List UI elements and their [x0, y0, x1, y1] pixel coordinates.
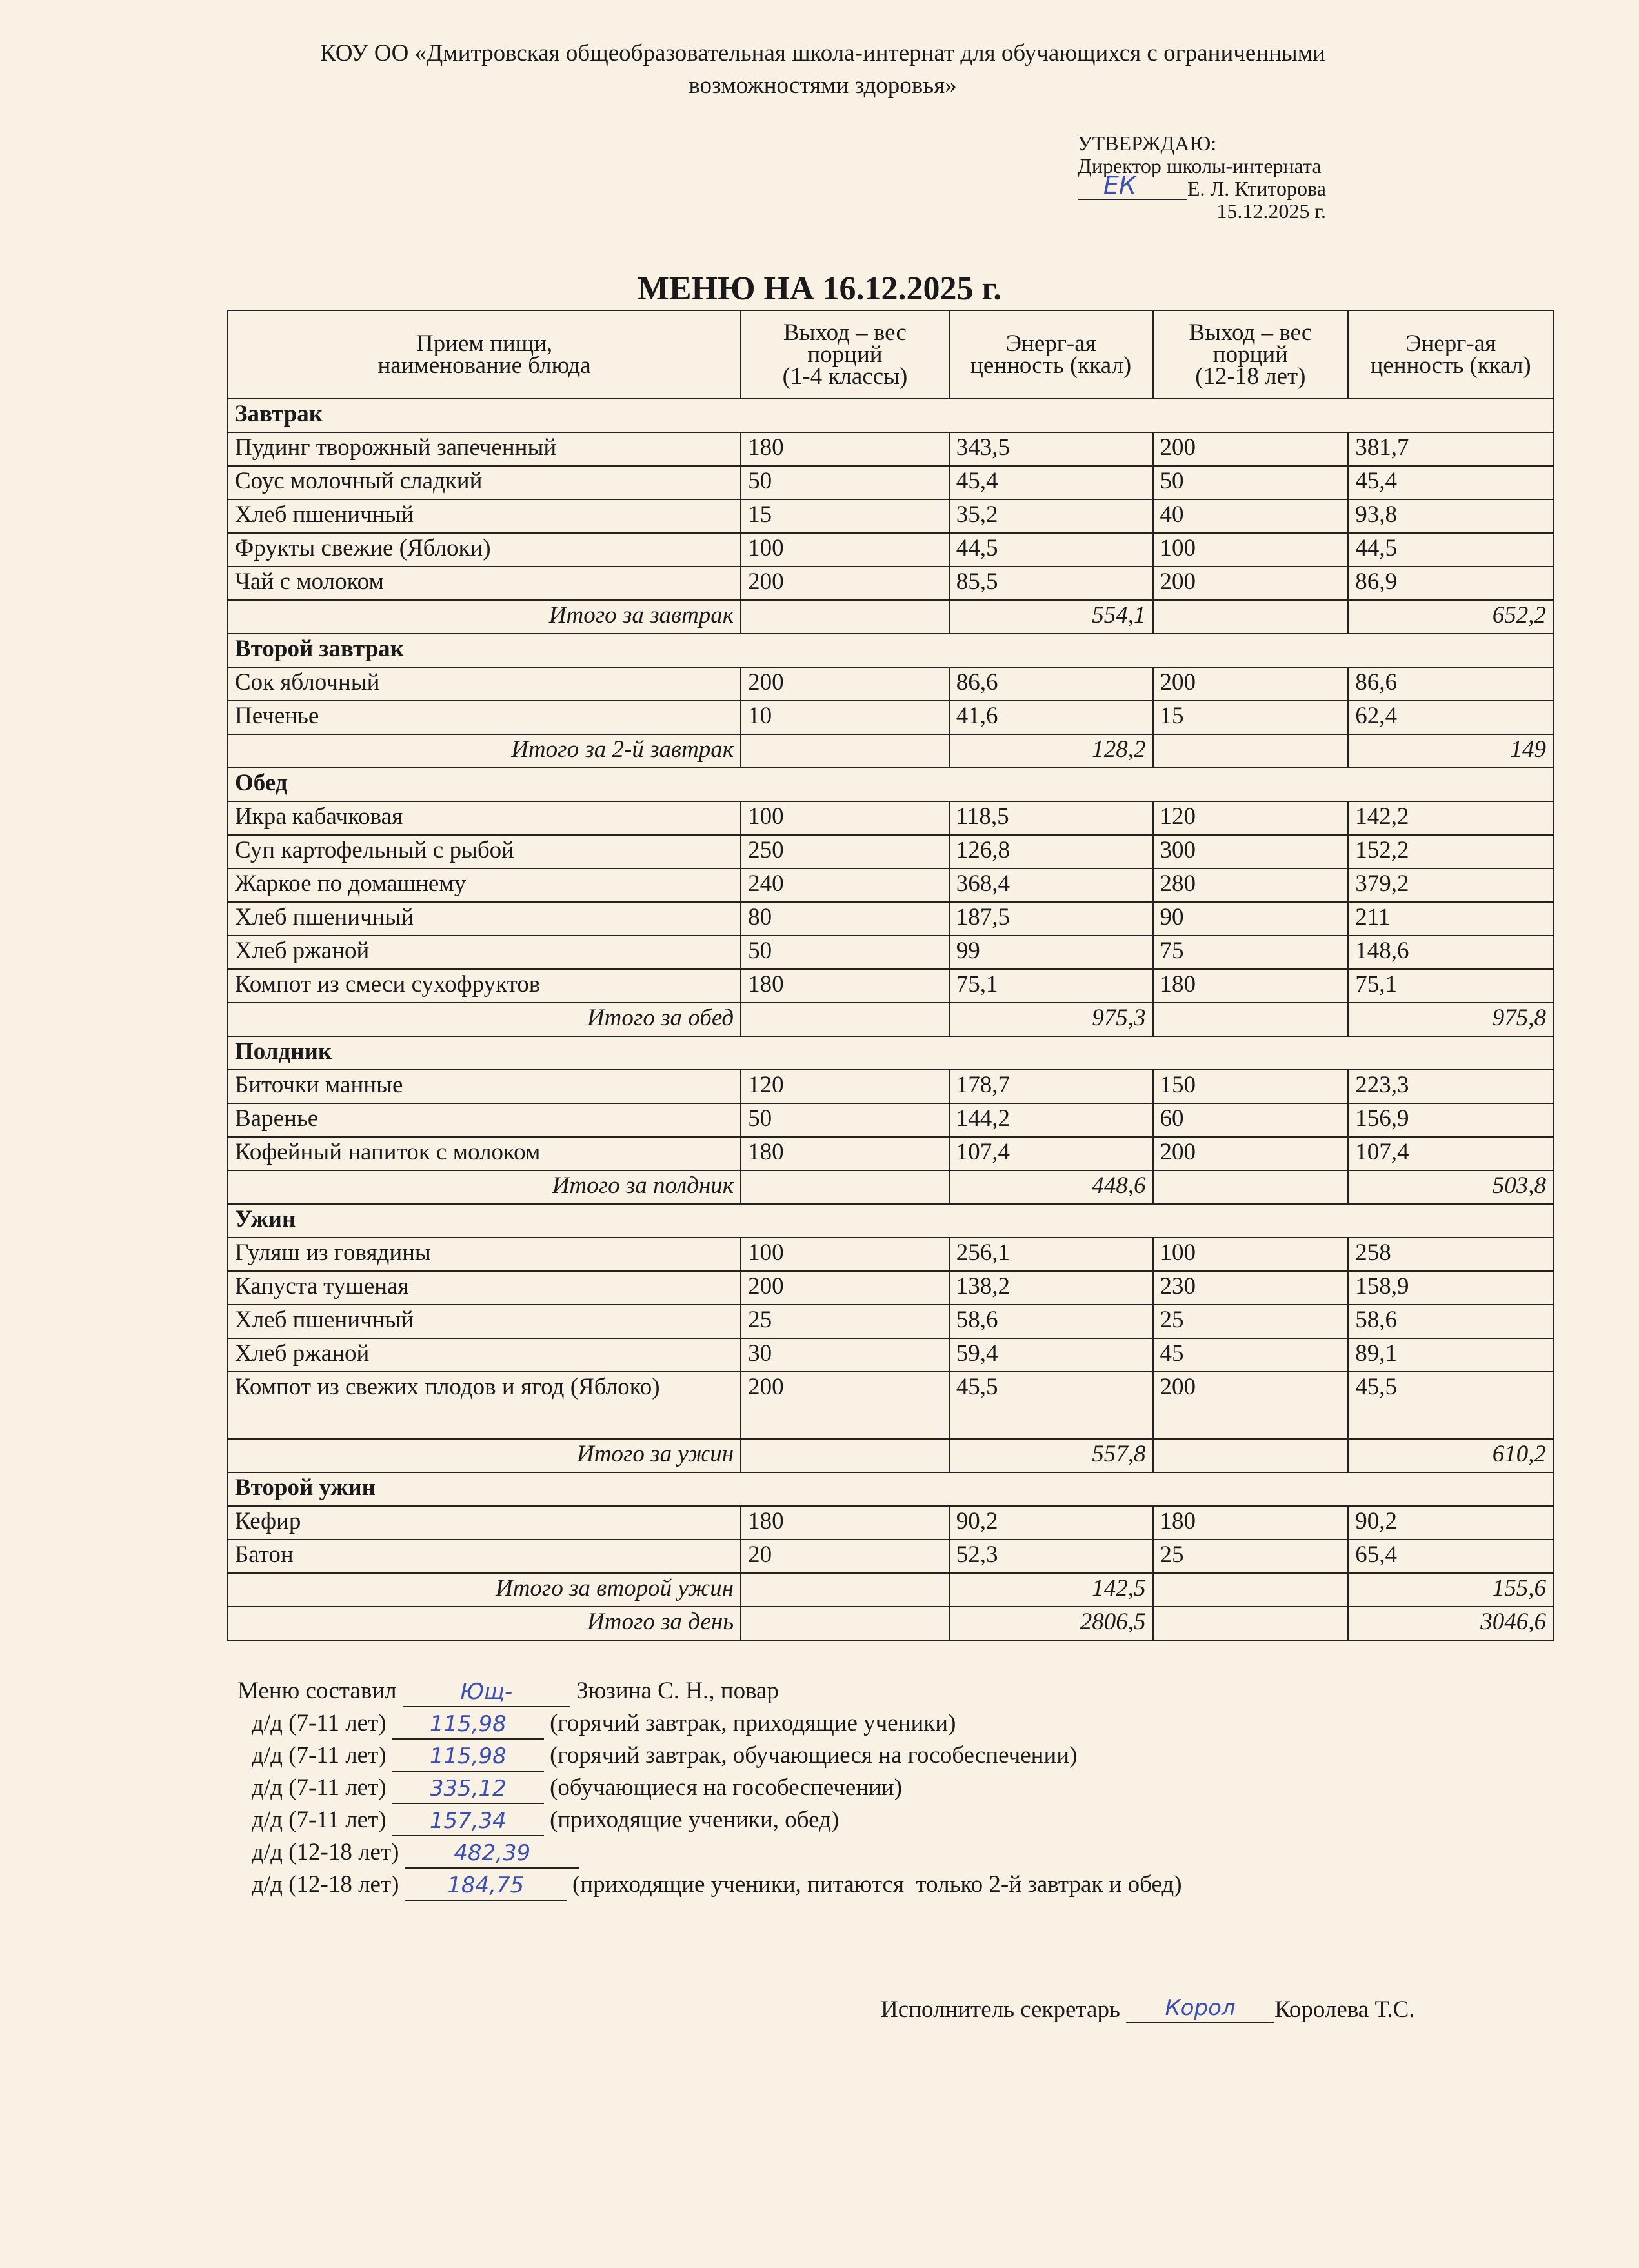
table-row — [228, 667, 1553, 701]
value-cell: 86,9 — [1348, 567, 1553, 600]
dish-name: Чай с молоком — [228, 567, 741, 600]
value-cell: 45,4 — [1348, 466, 1553, 499]
age-label: д/д (7-11 лет) — [252, 1807, 387, 1833]
value-cell: 90,2 — [949, 1506, 1153, 1540]
cost-note: (приходящие ученики, питаются только 2-й завтрак и обед) — [572, 1871, 1182, 1898]
table-row — [228, 1305, 1553, 1338]
organization-header — [194, 37, 1452, 102]
value-cell: 120 — [1153, 801, 1349, 835]
daily-cost-line — [237, 1772, 1182, 1804]
value-cell: 180 — [741, 1506, 949, 1540]
value-cell: 45,5 — [1348, 1372, 1553, 1439]
value-cell: 200 — [1153, 567, 1349, 600]
value-cell: 60 — [1153, 1103, 1349, 1137]
total-label: Итого за 2-й завтрак — [228, 734, 741, 768]
cost-value: 157,34 — [392, 1807, 544, 1836]
value-cell: 99 — [949, 936, 1153, 969]
cost-note: (горячий завтрак, приходящие ученики) — [550, 1710, 956, 1736]
menu-table — [227, 310, 1554, 1641]
dish-name: Гуляш из говядины — [228, 1238, 741, 1271]
director-signature-line — [1078, 171, 1187, 200]
value-cell: 152,2 — [1348, 835, 1553, 868]
empty-cell — [1153, 1003, 1349, 1036]
value-cell: 343,5 — [949, 432, 1153, 466]
table-row — [228, 1070, 1553, 1103]
value-cell: 44,5 — [949, 533, 1153, 567]
table-row — [228, 835, 1553, 868]
cost-value: 115,98 — [392, 1742, 544, 1772]
table-row — [228, 801, 1553, 835]
cost-note: (горячий завтрак, обучающиеся на гособеспечении) — [550, 1742, 1078, 1769]
dish-name: Компот из свежих плодов и ягод (Яблоко) — [228, 1372, 741, 1439]
value-cell: 59,4 — [949, 1338, 1153, 1372]
total-row — [228, 600, 1553, 634]
column-header: Выход – вес порций (1-4 классы) — [741, 310, 949, 399]
value-cell: 180 — [741, 1137, 949, 1170]
section-row — [228, 1472, 1553, 1506]
executor-line — [881, 1994, 1415, 2023]
value-cell: 75,1 — [949, 969, 1153, 1003]
total-value-1-4: 975,3 — [949, 1003, 1153, 1036]
org-line-2: возможностями здоровья» — [689, 72, 957, 99]
day-total-label: Итого за день — [228, 1607, 741, 1640]
value-cell: 250 — [741, 835, 949, 868]
section-row — [228, 399, 1553, 432]
dish-name: Икра кабачковая — [228, 801, 741, 835]
composed-name: Зюзина С. Н., повар — [576, 1678, 779, 1704]
column-header: Энерг-ая ценность (ккал) — [1348, 310, 1553, 399]
total-label: Итого за второй ужин — [228, 1573, 741, 1607]
value-cell: 65,4 — [1348, 1540, 1553, 1573]
total-row — [228, 1003, 1553, 1036]
composed-line — [237, 1675, 1182, 1707]
value-cell: 50 — [741, 1103, 949, 1137]
total-row — [228, 734, 1553, 768]
value-cell: 200 — [741, 1372, 949, 1439]
value-cell: 100 — [1153, 1238, 1349, 1271]
value-cell: 256,1 — [949, 1238, 1153, 1271]
empty-cell — [1153, 1170, 1349, 1204]
cost-note: (приходящие ученики, обед) — [550, 1807, 840, 1833]
total-row — [228, 1439, 1553, 1472]
value-cell: 148,6 — [1348, 936, 1553, 969]
value-cell: 223,3 — [1348, 1070, 1553, 1103]
empty-cell — [1153, 600, 1349, 634]
value-cell: 300 — [1153, 835, 1349, 868]
total-value-1-4: 554,1 — [949, 600, 1153, 634]
age-label: д/д (12-18 лет) — [252, 1871, 399, 1898]
value-cell: 75,1 — [1348, 969, 1553, 1003]
empty-cell — [1153, 1607, 1349, 1640]
value-cell: 156,9 — [1348, 1103, 1553, 1137]
approve-date: 15.12.2025 г. — [1216, 199, 1326, 223]
approve-label: УТВЕРЖДАЮ: — [1078, 132, 1217, 155]
value-cell: 107,4 — [1348, 1137, 1553, 1170]
value-cell: 62,4 — [1348, 701, 1553, 734]
value-cell: 25 — [1153, 1305, 1349, 1338]
cost-value: 335,12 — [392, 1774, 544, 1804]
empty-cell — [741, 1607, 949, 1640]
value-cell: 50 — [741, 466, 949, 499]
dish-name: Кефир — [228, 1506, 741, 1540]
value-cell: 90,2 — [1348, 1506, 1553, 1540]
value-cell: 58,6 — [1348, 1305, 1553, 1338]
table-row — [228, 533, 1553, 567]
total-label: Итого за ужин — [228, 1439, 741, 1472]
day-total-12-18: 3046,6 — [1348, 1607, 1553, 1640]
empty-cell — [741, 1439, 949, 1472]
value-cell: 80 — [741, 902, 949, 936]
cost-value: 482,39 — [405, 1839, 579, 1869]
section-row — [228, 634, 1553, 667]
value-cell: 180 — [741, 969, 949, 1003]
value-cell: 138,2 — [949, 1271, 1153, 1305]
value-cell: 45,5 — [949, 1372, 1153, 1439]
value-cell: 200 — [741, 667, 949, 701]
value-cell: 20 — [741, 1540, 949, 1573]
table-row — [228, 1506, 1553, 1540]
empty-cell — [1153, 1439, 1349, 1472]
total-value-12-18: 155,6 — [1348, 1573, 1553, 1607]
table-row — [228, 1372, 1553, 1439]
column-header: Прием пищи, наименование блюда — [228, 310, 741, 399]
value-cell: 200 — [1153, 1137, 1349, 1170]
section-name: Второй ужин — [228, 1472, 1553, 1506]
section-row — [228, 768, 1553, 801]
table-row — [228, 969, 1553, 1003]
value-cell: 200 — [741, 1271, 949, 1305]
dish-name: Кофейный напиток с молоком — [228, 1137, 741, 1170]
value-cell: 100 — [741, 1238, 949, 1271]
value-cell: 142,2 — [1348, 801, 1553, 835]
director-title: Директор школы-интерната — [1078, 154, 1322, 177]
composed-signature: Ющ- — [403, 1678, 570, 1707]
cost-value: 184,75 — [405, 1871, 567, 1901]
dish-name: Батон — [228, 1540, 741, 1573]
daily-cost-line — [237, 1836, 1182, 1869]
cost-value: 115,98 — [392, 1710, 544, 1740]
empty-cell — [741, 1573, 949, 1607]
table-row — [228, 701, 1553, 734]
value-cell: 180 — [741, 432, 949, 466]
value-cell: 52,3 — [949, 1540, 1153, 1573]
age-label: д/д (7-11 лет) — [252, 1742, 387, 1769]
dish-name: Пудинг творожный запеченный — [228, 432, 741, 466]
value-cell: 35,2 — [949, 499, 1153, 533]
value-cell: 258 — [1348, 1238, 1553, 1271]
total-value-1-4: 557,8 — [949, 1439, 1153, 1472]
section-name: Полдник — [228, 1036, 1553, 1070]
age-label: д/д (12-18 лет) — [252, 1839, 399, 1865]
total-row — [228, 1170, 1553, 1204]
executor-name: Королева Т.С. — [1274, 1996, 1415, 2023]
dish-name: Компот из смеси сухофруктов — [228, 969, 741, 1003]
director-signature: ЕК — [1103, 171, 1136, 199]
value-cell: 280 — [1153, 868, 1349, 902]
executor-signature: Корол — [1126, 1994, 1274, 2023]
value-cell: 180 — [1153, 969, 1349, 1003]
approval-block — [1078, 132, 1326, 223]
value-cell: 25 — [1153, 1540, 1349, 1573]
daily-cost-line — [237, 1804, 1182, 1836]
value-cell: 144,2 — [949, 1103, 1153, 1137]
value-cell: 50 — [741, 936, 949, 969]
value-cell: 381,7 — [1348, 432, 1553, 466]
value-cell: 86,6 — [1348, 667, 1553, 701]
executor-label: Исполнитель секретарь — [881, 1996, 1120, 2023]
total-row — [228, 1573, 1553, 1607]
empty-cell — [741, 600, 949, 634]
value-cell: 368,4 — [949, 868, 1153, 902]
value-cell: 200 — [1153, 432, 1349, 466]
empty-cell — [1153, 1573, 1349, 1607]
value-cell: 240 — [741, 868, 949, 902]
value-cell: 86,6 — [949, 667, 1153, 701]
dish-name: Хлеб пшеничный — [228, 499, 741, 533]
value-cell: 120 — [741, 1070, 949, 1103]
table-row — [228, 1271, 1553, 1305]
dish-name: Жаркое по домашнему — [228, 868, 741, 902]
daily-cost-line — [237, 1707, 1182, 1740]
value-cell: 50 — [1153, 466, 1349, 499]
section-name: Обед — [228, 768, 1553, 801]
section-name: Ужин — [228, 1204, 1553, 1238]
value-cell: 211 — [1348, 902, 1553, 936]
total-value-12-18: 975,8 — [1348, 1003, 1553, 1036]
table-row — [228, 1103, 1553, 1137]
table-row — [228, 868, 1553, 902]
daily-cost-line — [237, 1869, 1182, 1901]
dish-name: Хлеб пшеничный — [228, 902, 741, 936]
table-row — [228, 1338, 1553, 1372]
table-row — [228, 432, 1553, 466]
total-value-12-18: 652,2 — [1348, 600, 1553, 634]
section-name: Завтрак — [228, 399, 1553, 432]
dish-name: Печенье — [228, 701, 741, 734]
age-label: д/д (7-11 лет) — [252, 1774, 387, 1801]
value-cell: 180 — [1153, 1506, 1349, 1540]
dish-name: Хлеб ржаной — [228, 1338, 741, 1372]
value-cell: 118,5 — [949, 801, 1153, 835]
total-value-12-18: 610,2 — [1348, 1439, 1553, 1472]
table-row — [228, 567, 1553, 600]
value-cell: 41,6 — [949, 701, 1153, 734]
total-value-1-4: 142,5 — [949, 1573, 1153, 1607]
value-cell: 93,8 — [1348, 499, 1553, 533]
day-total-1-4: 2806,5 — [949, 1607, 1153, 1640]
value-cell: 100 — [741, 801, 949, 835]
value-cell: 150 — [1153, 1070, 1349, 1103]
footer — [237, 1675, 1182, 1901]
section-row — [228, 1204, 1553, 1238]
value-cell: 90 — [1153, 902, 1349, 936]
table-header — [228, 310, 1553, 399]
column-header: Выход – вес порций (12-18 лет) — [1153, 310, 1349, 399]
value-cell: 200 — [1153, 1372, 1349, 1439]
dish-name: Биточки манные — [228, 1070, 741, 1103]
table-row — [228, 1238, 1553, 1271]
value-cell: 58,6 — [949, 1305, 1153, 1338]
value-cell: 45,4 — [949, 466, 1153, 499]
total-value-1-4: 448,6 — [949, 1170, 1153, 1204]
dish-name: Сок яблочный — [228, 667, 741, 701]
column-header: Энерг-ая ценность (ккал) — [949, 310, 1153, 399]
value-cell: 40 — [1153, 499, 1349, 533]
total-label: Итого за полдник — [228, 1170, 741, 1204]
value-cell: 44,5 — [1348, 533, 1553, 567]
empty-cell — [1153, 734, 1349, 768]
value-cell: 200 — [741, 567, 949, 600]
dish-name: Хлеб пшеничный — [228, 1305, 741, 1338]
value-cell: 100 — [1153, 533, 1349, 567]
empty-cell — [741, 1170, 949, 1204]
dish-name: Соус молочный сладкий — [228, 466, 741, 499]
section-row — [228, 1036, 1553, 1070]
value-cell: 75 — [1153, 936, 1349, 969]
total-value-12-18: 503,8 — [1348, 1170, 1553, 1204]
table-row — [228, 466, 1553, 499]
value-cell: 178,7 — [949, 1070, 1153, 1103]
value-cell: 45 — [1153, 1338, 1349, 1372]
dish-name: Варенье — [228, 1103, 741, 1137]
age-label: д/д (7-11 лет) — [252, 1710, 387, 1736]
table-row — [228, 499, 1553, 533]
value-cell: 379,2 — [1348, 868, 1553, 902]
empty-cell — [741, 734, 949, 768]
total-label: Итого за обед — [228, 1003, 741, 1036]
page-title: МЕНЮ НА 16.12.2025 г. — [637, 270, 1002, 307]
value-cell: 100 — [741, 533, 949, 567]
composed-label: Меню составил — [237, 1678, 397, 1704]
value-cell: 107,4 — [949, 1137, 1153, 1170]
day-total-row — [228, 1607, 1553, 1640]
total-value-12-18: 149 — [1348, 734, 1553, 768]
value-cell: 85,5 — [949, 567, 1153, 600]
value-cell: 15 — [741, 499, 949, 533]
value-cell: 200 — [1153, 667, 1349, 701]
cost-note: (обучающиеся на гособеспечении) — [550, 1774, 903, 1801]
org-line-1: КОУ ОО «Дмитровская общеобразовательная школа-интернат для обучающихся с ограниченными — [320, 40, 1325, 66]
table-row — [228, 902, 1553, 936]
value-cell: 89,1 — [1348, 1338, 1553, 1372]
table-row — [228, 936, 1553, 969]
value-cell: 25 — [741, 1305, 949, 1338]
table-row — [228, 1137, 1553, 1170]
value-cell: 30 — [741, 1338, 949, 1372]
director-name: Е. Л. Ктиторова — [1187, 177, 1326, 200]
value-cell: 126,8 — [949, 835, 1153, 868]
daily-cost-line — [237, 1740, 1182, 1772]
dish-name: Капуста тушеная — [228, 1271, 741, 1305]
value-cell: 10 — [741, 701, 949, 734]
value-cell: 15 — [1153, 701, 1349, 734]
dish-name: Хлеб ржаной — [228, 936, 741, 969]
total-value-1-4: 128,2 — [949, 734, 1153, 768]
table-row — [228, 1540, 1553, 1573]
value-cell: 230 — [1153, 1271, 1349, 1305]
empty-cell — [741, 1003, 949, 1036]
dish-name: Фрукты свежие (Яблоки) — [228, 533, 741, 567]
section-name: Второй завтрак — [228, 634, 1553, 667]
total-label: Итого за завтрак — [228, 600, 741, 634]
value-cell: 187,5 — [949, 902, 1153, 936]
value-cell: 158,9 — [1348, 1271, 1553, 1305]
dish-name: Суп картофельный с рыбой — [228, 835, 741, 868]
